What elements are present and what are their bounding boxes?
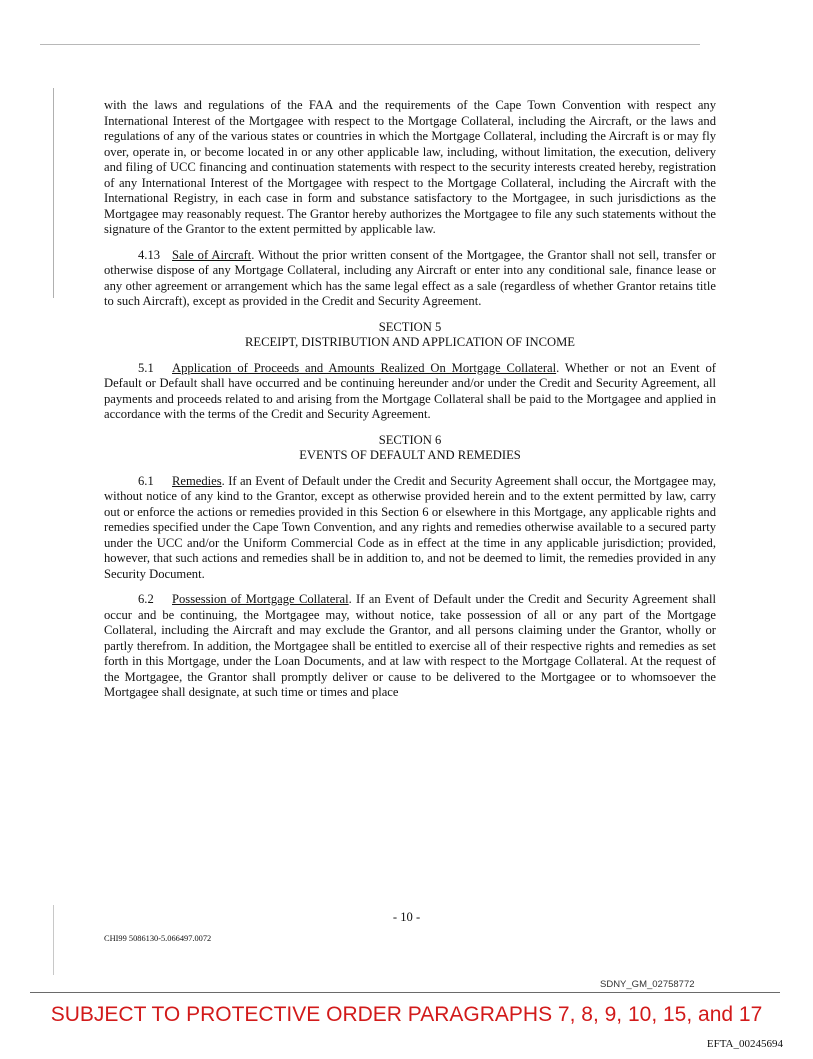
section-heading-title: RECEIPT, DISTRIBUTION AND APPLICATION OF INCOME (244, 335, 575, 349)
section-title: Application of Proceeds and Amounts Realized On Mortgage Collateral (172, 360, 557, 375)
section-6-1 (104, 474, 716, 583)
page-body (104, 98, 716, 711)
section-number: 4.13 (138, 247, 161, 262)
document-code: CHI99 5086130-5.066497.0072 (104, 934, 212, 943)
section-5-heading (104, 320, 716, 351)
section-title: Sale of Aircraft (172, 247, 252, 262)
section-title: Remedies (172, 473, 222, 488)
section-6-heading (104, 433, 716, 464)
section-text: . If an Event of Default under the Credit and Security Agreement shall occur, the Mortgagee may, without notice of any kind to the Grantor, except as otherwise provided herein and to the extent permitted by law, carry out or enforce the actions or remedies provided in this Section 6 or elsewhere in this Mortgage, any applicable rights and remedies specified under the Cape Town Convention, and any rights and remedies otherwise available to a secured party under the UCC and/or the Uniform Commercial Code as in effect at the time in any applicable jurisdiction; provided, however, that such actions and remedies shall be in addition to, and not be deemed to limit, the remedies provided in any Security Document. (104, 473, 716, 581)
top-rule (40, 44, 700, 45)
section-label: SECTION 5 (378, 319, 442, 334)
section-text: . If an Event of Default under the Credit and Security Agreement shall occur and be continuing, the Mortgagee may, without notice, take possession of all or any part of the Mortgage Collateral, including the Aircraft and may exclude the Grantor, and all persons claiming under the Grantor, wholly or partly therefrom. In addition, the Mortgagee shall be entitled to exercise all of their respective rights and remedies as set forth in this Mortgage, under the Loan Documents, and at law with respect to the Mortgage Collateral. At the request of the Mortgagee, the Grantor shall promptly deliver or cause to be delivered to the Mortgagee or to whomsoever the Mortgagee shall designate, at such time or times and place (104, 592, 717, 699)
section-text: . Whether or not an Event of Default or Default shall have occurred and be continuing hereunder and/or under the Credit and Security Agreement, all payments and proceeds related to and arising from the Mortgage Collateral shall be paid to the Mortgagee and applied in accordance with the terms of the Credit and Security Agreement. (104, 360, 716, 421)
section-5-1 (104, 361, 716, 423)
bottom-rule (30, 992, 780, 993)
section-number: 6.1 (138, 473, 154, 488)
section-4-13 (104, 248, 716, 310)
section-heading-title: EVENTS OF DEFAULT AND REMEDIES (299, 448, 521, 462)
section-text: . Without the prior written consent of the Mortgagee, the Grantor shall not sell, transfer or otherwise dispose of any Mortgage Collateral, including any Aircraft or enter into any conditional sale, finance lease or any other agreement or arrangement which has the same legal effect as a sale (regardless of whether Grantor retains title to such Aircraft), except as provided in the Credit and Security Agreement. (104, 247, 716, 308)
efta-number: EFTA_00245694 (706, 1038, 783, 1050)
section-number: 6.2 (138, 592, 154, 606)
section-6-2 (104, 592, 716, 701)
section-title: Possession of Mortgage Collateral (172, 592, 349, 606)
paragraph-continued: with the laws and regulations of the FAA and the requirements of the Cape Town Convention with respect any International Interest of the Mortgagee with respect to the Mortgage Collateral, including the Aircraft, or the laws and regulations of any of the various states or countries in which the Mortgage Collateral, including the Aircraft is or may fly over, operate in, or become located in or any other applicable law, including, without limitation, the execution, delivery and filing of UCC financing and continuation statements with respect to the security interests created hereby, registration of any International Interest of the Mortgagee with respect to the Mortgage Collateral, including the Aircraft with the International Registry, in each case in form and substance satisfactory to the Mortgagee, in such jurisdictions as the Mortgagee may reasonably request. The Grantor hereby authorizes the Mortgagee to file any such statements without the signature of the Grantor to the extent permitted by applicable law. (104, 98, 716, 236)
section-label: SECTION 6 (378, 432, 442, 447)
protective-order-banner: SUBJECT TO PROTECTIVE ORDER PARAGRAPHS 7, 8, 9, 10, 15, and 17 (50, 1003, 763, 1026)
margin-line (53, 88, 54, 298)
section-number: 5.1 (138, 360, 154, 375)
page-number: - 10 - (392, 910, 421, 924)
bates-number: SDNY_GM_02758772 (600, 979, 695, 990)
